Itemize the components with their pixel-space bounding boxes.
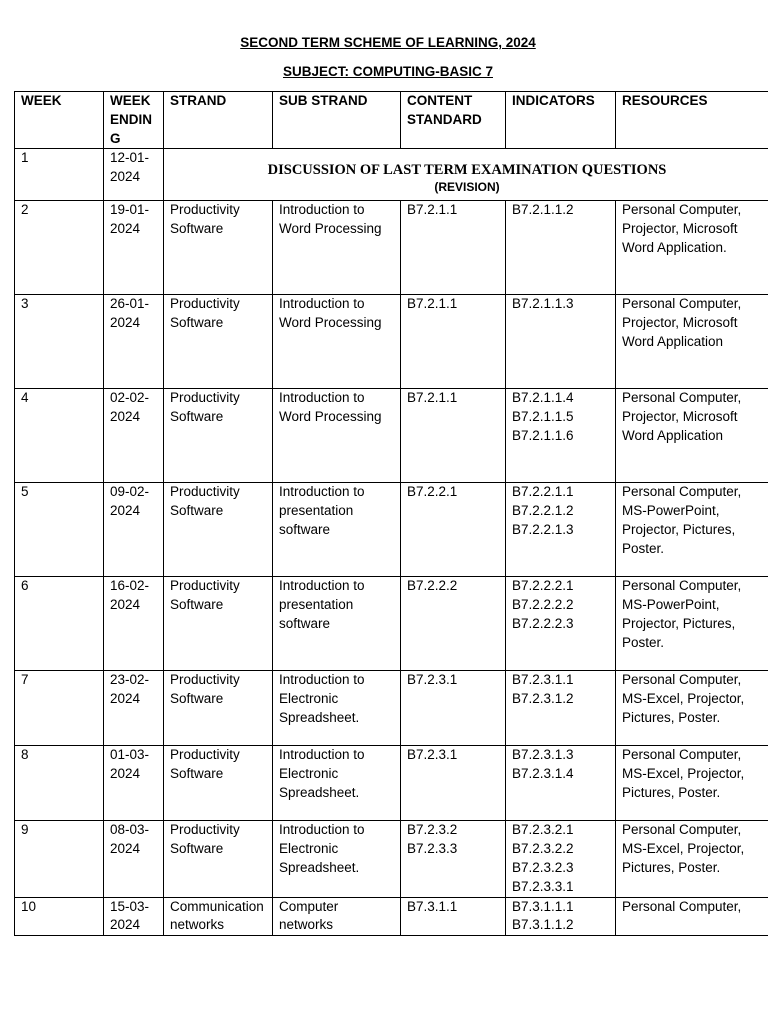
content-standard-code: B7.2.1.1	[407, 202, 458, 218]
indicator-code: B7.3.1.1.2	[512, 917, 574, 933]
strand-cell: Productivity Software	[164, 483, 273, 577]
sub-strand-cell: Introduction to presentation software	[273, 483, 401, 577]
sub-strand-cell: Introduction to presentation software	[273, 577, 401, 671]
indicator-code: B7.2.1.1.6	[512, 427, 574, 443]
strand-cell: Productivity Software	[164, 746, 273, 821]
indicators-cell	[506, 577, 616, 671]
indicator-code: B7.2.2.1.3	[512, 521, 574, 537]
week-cell: 10	[15, 897, 104, 936]
week-ending-cell: 12-01-2024	[104, 149, 164, 201]
sub-strand-cell: Introduction to Word Processing	[273, 389, 401, 483]
strand-cell: Productivity Software	[164, 295, 273, 389]
table-row	[15, 389, 768, 483]
table-row	[15, 821, 768, 897]
col-header-content-standard: CONTENT STANDARD	[401, 92, 506, 149]
indicators-cell	[506, 746, 616, 821]
resources-cell: Personal Computer, Projector, Microsoft Word Application.	[616, 201, 768, 295]
sub-strand-cell: Introduction to Electronic Spreadsheet.	[273, 821, 401, 897]
content-standard-cell	[401, 295, 506, 389]
indicator-code: B7.2.3.1.4	[512, 766, 574, 782]
indicators-cell	[506, 671, 616, 746]
week-ending-cell: 01-03-2024	[104, 746, 164, 821]
document-title: SECOND TERM SCHEME OF LEARNING, 2024	[240, 35, 536, 50]
col-header-resources: RESOURCES	[616, 92, 768, 149]
table-row	[15, 897, 768, 936]
content-standard-code: B7.3.1.1	[407, 898, 458, 914]
indicator-code: B7.2.1.1.2	[512, 202, 574, 218]
indicators-cell	[506, 389, 616, 483]
table-row	[15, 295, 768, 389]
indicator-code: B7.2.3.2.3	[512, 859, 574, 875]
indicator-code: B7.2.2.1.1	[512, 484, 574, 500]
content-standard-cell	[401, 201, 506, 295]
strand-cell: Productivity Software	[164, 821, 273, 897]
col-header-week: WEEK	[15, 92, 104, 149]
resources-cell: Personal Computer, Projector, Microsoft Word Application	[616, 295, 768, 389]
table-row	[15, 483, 768, 577]
week-ending-cell: 23-02-2024	[104, 671, 164, 746]
content-standard-code: B7.2.1.1	[407, 296, 458, 312]
content-standard-cell	[401, 746, 506, 821]
week-cell: 9	[15, 821, 104, 897]
week-ending-cell: 09-02-2024	[104, 483, 164, 577]
resources-cell: Personal Computer, MS-Excel, Projector, Pictures, Poster.	[616, 671, 768, 746]
header-row	[15, 92, 768, 149]
table-row	[15, 201, 768, 295]
revision-note: DISCUSSION OF LAST TERM EXAMINATION QUESTIONS	[267, 161, 667, 178]
content-standard-code: B7.2.2.2	[407, 578, 458, 594]
resources-cell: Personal Computer, MS-PowerPoint, Projector, Pictures, Poster.	[616, 483, 768, 577]
col-header-indicators: INDICATORS	[506, 92, 616, 149]
col-header-strand: STRAND	[164, 92, 273, 149]
content-standard-code: B7.2.2.1	[407, 484, 458, 500]
table-row	[15, 671, 768, 746]
indicators-cell	[506, 201, 616, 295]
resources-cell: Personal Computer, MS-Excel, Projector, Pictures, Poster.	[616, 746, 768, 821]
indicator-code: B7.2.3.1.1	[512, 672, 574, 688]
indicator-code: B7.2.1.1.4	[512, 390, 574, 406]
week-ending-cell: 26-01-2024	[104, 295, 164, 389]
week-ending-cell: 08-03-2024	[104, 821, 164, 897]
week-ending-cell: 19-01-2024	[104, 201, 164, 295]
table-row	[15, 149, 768, 201]
content-standard-cell	[401, 577, 506, 671]
scheme-table	[14, 91, 768, 936]
sub-strand-cell: Introduction to Electronic Spreadsheet.	[273, 746, 401, 821]
week-ending-cell: 15-03-2024	[104, 897, 164, 936]
indicator-code: B7.2.3.2.2	[512, 841, 574, 857]
indicator-code: B7.2.3.1.3	[512, 747, 574, 763]
content-standard-cell	[401, 483, 506, 577]
resources-cell: Personal Computer, MS-Excel, Projector, Pictures, Poster.	[616, 821, 768, 897]
week-cell: 7	[15, 671, 104, 746]
strand-cell: Productivity Software	[164, 201, 273, 295]
revision-note-cell	[164, 149, 768, 201]
content-standard-code: B7.2.3.1	[407, 672, 458, 688]
content-standard-code: B7.2.3.2	[407, 822, 458, 838]
subject-heading: SUBJECT: COMPUTING-BASIC 7	[282, 64, 493, 79]
resources-cell: Personal Computer, MS-PowerPoint, Projector, Pictures, Poster.	[616, 577, 768, 671]
indicator-code: B7.2.2.2.3	[512, 615, 574, 631]
strand-cell: Productivity Software	[164, 389, 273, 483]
col-header-sub-strand: SUB STRAND	[273, 92, 401, 149]
revision-label: (REVISION)	[434, 179, 500, 194]
indicator-code: B7.2.2.1.2	[512, 503, 574, 519]
content-standard-cell	[401, 897, 506, 936]
sub-strand-cell: Introduction to Word Processing	[273, 295, 401, 389]
week-ending-cell: 16-02-2024	[104, 577, 164, 671]
indicators-cell	[506, 483, 616, 577]
week-cell: 8	[15, 746, 104, 821]
content-standard-cell	[401, 389, 506, 483]
table-row	[15, 746, 768, 821]
content-standard-cell	[401, 821, 506, 897]
indicator-code: B7.2.2.2.1	[512, 578, 574, 594]
week-cell: 2	[15, 201, 104, 295]
col-header-week-ending: WEEK ENDING	[104, 92, 164, 149]
indicator-code: B7.2.1.1.5	[512, 409, 574, 425]
strand-cell: Communication networks	[164, 897, 273, 936]
indicator-code: B7.3.1.1.1	[512, 898, 574, 914]
sub-strand-cell: Computer networks	[273, 897, 401, 936]
indicator-code: B7.2.1.1.3	[512, 296, 574, 312]
indicator-code: B7.2.3.1.2	[512, 691, 574, 707]
week-ending-cell: 02-02-2024	[104, 389, 164, 483]
content-standard-code: B7.2.3.1	[407, 747, 458, 763]
resources-cell: Personal Computer, Projector, Microsoft Word Application	[616, 389, 768, 483]
indicator-code: B7.2.3.2.1	[512, 822, 574, 838]
indicators-cell	[506, 821, 616, 897]
week-cell: 1	[15, 149, 104, 201]
content-standard-code: B7.2.3.3	[407, 841, 458, 857]
indicator-code: B7.2.3.3.1	[512, 878, 574, 894]
strand-cell: Productivity Software	[164, 671, 273, 746]
week-cell: 5	[15, 483, 104, 577]
strand-cell: Productivity Software	[164, 577, 273, 671]
week-cell: 3	[15, 295, 104, 389]
indicator-code: B7.2.2.2.2	[512, 597, 574, 613]
week-cell: 6	[15, 577, 104, 671]
indicators-cell	[506, 295, 616, 389]
week-cell: 4	[15, 389, 104, 483]
sub-strand-cell: Introduction to Word Processing	[273, 201, 401, 295]
content-standard-code: B7.2.1.1	[407, 390, 458, 406]
table-row	[15, 577, 768, 671]
content-standard-cell	[401, 671, 506, 746]
sub-strand-cell: Introduction to Electronic Spreadsheet.	[273, 671, 401, 746]
resources-cell: Personal Computer,	[616, 897, 768, 936]
indicators-cell	[506, 897, 616, 936]
